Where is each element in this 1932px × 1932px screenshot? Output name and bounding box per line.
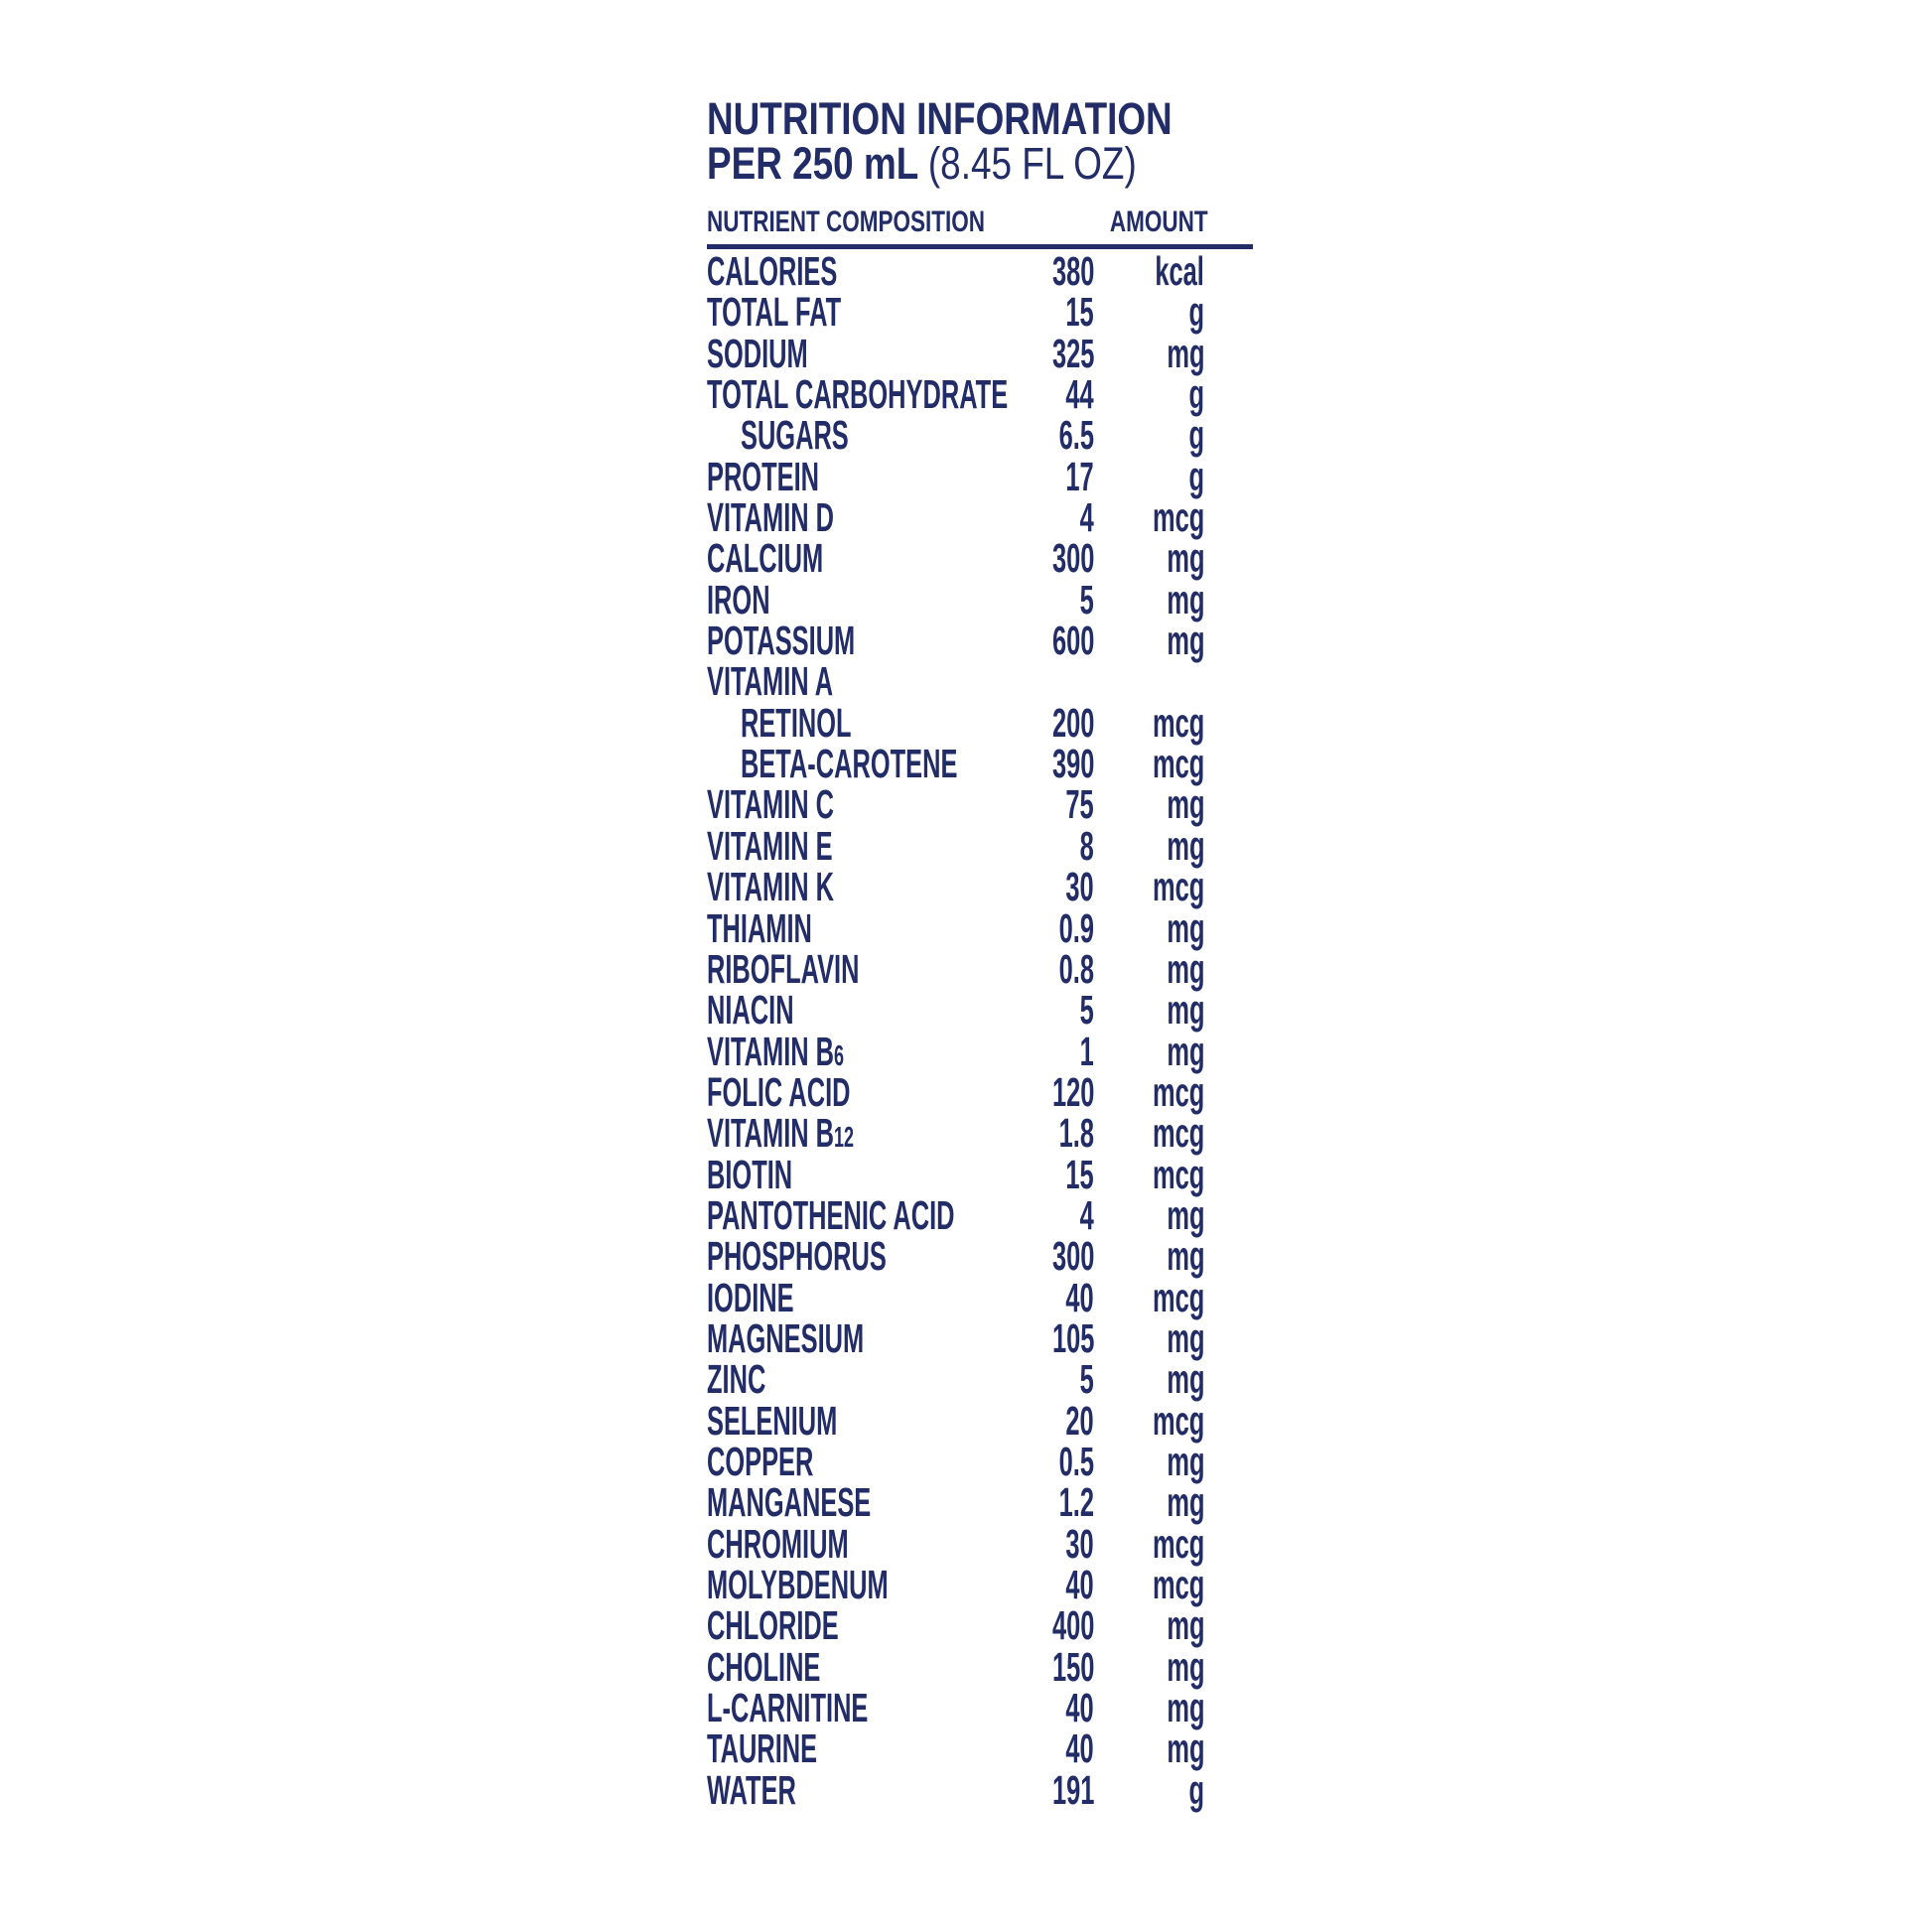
nutrient-name: PANTOTHENIC ACID: [707, 1191, 955, 1238]
nutrient-unit: mg: [1166, 1725, 1204, 1772]
table-row: [707, 1191, 1253, 1238]
nutrient-amount: 5: [1079, 987, 1094, 1034]
nutrient-name: CALCIUM: [707, 535, 824, 582]
nutrient-amount: 30: [1065, 1520, 1094, 1567]
nutrient-amount: 325: [1051, 330, 1094, 376]
table-row: [707, 1766, 1253, 1813]
nutrient-name: L-CARNITINE: [707, 1685, 869, 1731]
table-row: [707, 822, 1253, 869]
nutrient-amount: 300: [1051, 1233, 1094, 1280]
nutrient-unit: g: [1188, 453, 1204, 499]
table-row: [707, 1274, 1253, 1320]
nutrient-unit: mcg: [1152, 864, 1204, 910]
nutrient-unit: mg: [1166, 987, 1204, 1034]
nutrient-amount: 191: [1051, 1766, 1094, 1813]
nutrient-amount: 150: [1051, 1643, 1094, 1690]
table-row: [707, 576, 1253, 622]
nutrient-amount: 1.2: [1058, 1479, 1094, 1526]
table-row: [707, 658, 1253, 705]
nutrient-name: TOTAL CARBOHYDRATE: [707, 371, 1009, 418]
nutrient-unit: mcg: [1152, 1151, 1204, 1197]
nutrient-unit: g: [1188, 371, 1204, 418]
table-row: [707, 618, 1253, 664]
nutrient-name: VITAMIN B12: [707, 1110, 855, 1157]
table-row: [707, 987, 1253, 1034]
table-row: [707, 945, 1253, 992]
nutrient-unit: mcg: [1152, 1110, 1204, 1157]
table-row: [707, 1397, 1253, 1444]
serving-size-bold: PER 250 mL: [707, 138, 918, 189]
nutrient-amount: 0.8: [1058, 945, 1094, 992]
table-row: [707, 1438, 1253, 1484]
table-row: [707, 1725, 1253, 1772]
nutrient-unit: mg: [1166, 1479, 1204, 1526]
nutrient-amount: 8: [1079, 822, 1094, 869]
table-row: [707, 289, 1253, 336]
table-row: [707, 494, 1253, 541]
table-row: [707, 1356, 1253, 1403]
nutrient-unit: mcg: [1152, 1274, 1204, 1320]
nutrient-name: VITAMIN A: [707, 658, 834, 705]
nutrient-name: ZINC: [707, 1356, 766, 1403]
nutrient-unit: kcal: [1155, 248, 1204, 294]
column-header-nutrient: NUTRIENT COMPOSITION: [707, 206, 986, 238]
nutrient-name: RETINOL: [741, 699, 852, 746]
nutrient-amount: 1.8: [1058, 1110, 1094, 1157]
nutrient-name: PHOSPHORUS: [707, 1233, 887, 1280]
nutrient-name: MANGANESE: [707, 1479, 872, 1526]
nutrient-unit: mg: [1166, 576, 1204, 622]
nutrient-unit: mcg: [1152, 699, 1204, 746]
nutrient-amount: 44: [1065, 371, 1094, 418]
serving-size-regular: (8.45 FL OZ): [927, 138, 1137, 189]
nutrient-amount: 6.5: [1058, 412, 1094, 459]
nutrient-unit: mg: [1166, 1314, 1204, 1361]
nutrient-amount: 4: [1079, 1191, 1094, 1238]
nutrient-name: CHLORIDE: [707, 1602, 839, 1649]
nutrient-unit: mg: [1166, 822, 1204, 869]
table-header-row: [707, 207, 1253, 237]
column-header-amount: AMOUNT: [1110, 206, 1208, 238]
nutrient-amount: 5: [1079, 1356, 1094, 1403]
table-row: [707, 904, 1253, 951]
nutrient-unit: mcg: [1152, 1068, 1204, 1115]
table-row: [707, 248, 1253, 294]
nutrient-amount: 300: [1051, 535, 1094, 582]
table-row: [707, 781, 1253, 828]
nutrient-amount: 30: [1065, 864, 1094, 910]
table-row: [707, 864, 1253, 910]
table-row: [707, 330, 1253, 376]
table-row: [707, 741, 1253, 787]
nutrient-name: BIOTIN: [707, 1151, 793, 1197]
nutrient-unit: mg: [1166, 1233, 1204, 1280]
nutrient-unit: mg: [1166, 1028, 1204, 1074]
nutrient-name: FOLIC ACID: [707, 1068, 851, 1115]
nutrient-unit: g: [1188, 289, 1204, 336]
nutrient-amount: [955, 661, 1094, 702]
nutrient-name: NIACIN: [707, 987, 794, 1034]
nutrient-unit: mg: [1166, 1438, 1204, 1484]
nutrient-amount: 600: [1051, 618, 1094, 664]
serving-size-line: [707, 138, 1253, 189]
nutrient-name: TAURINE: [707, 1725, 818, 1772]
nutrition-title: [707, 93, 1253, 144]
table-row: [707, 535, 1253, 582]
nutrient-unit: mcg: [1152, 1397, 1204, 1444]
table-row: [707, 1068, 1253, 1115]
nutrient-name: THIAMIN: [707, 904, 812, 951]
nutrient-amount: 40: [1065, 1685, 1094, 1731]
table-row: [707, 371, 1253, 418]
nutrient-name: CALORIES: [707, 248, 838, 294]
nutrient-name: SELENIUM: [707, 1397, 838, 1444]
table-row: [707, 1151, 1253, 1197]
nutrient-name: VITAMIN D: [707, 494, 835, 541]
nutrient-name: CHOLINE: [707, 1643, 821, 1690]
table-row: [707, 1643, 1253, 1690]
nutrient-amount: 400: [1051, 1602, 1094, 1649]
table-row: [707, 1685, 1253, 1731]
nutrient-amount: 17: [1065, 453, 1094, 499]
table-row: [707, 1562, 1253, 1607]
nutrient-amount: 40: [1065, 1274, 1094, 1320]
nutrient-unit: mcg: [1152, 494, 1204, 541]
nutrient-unit: mg: [1166, 330, 1204, 376]
table-row: [707, 1520, 1253, 1567]
table-row: [707, 1479, 1253, 1526]
nutrient-name: VITAMIN C: [707, 781, 835, 828]
nutrient-name: SODIUM: [707, 330, 808, 376]
nutrient-unit: g: [1188, 412, 1204, 459]
nutrient-unit: mcg: [1152, 741, 1204, 787]
nutrient-name: VITAMIN K: [707, 864, 835, 910]
nutrient-amount: 380: [1051, 248, 1094, 294]
nutrient-name: TOTAL FAT: [707, 289, 842, 336]
table-row: [707, 453, 1253, 499]
table-row: [707, 699, 1253, 746]
nutrient-name: POTASSIUM: [707, 618, 856, 664]
nutrient-unit: mg: [1166, 781, 1204, 828]
nutrient-name-subscript: 6: [834, 1039, 845, 1072]
nutrient-name: IODINE: [707, 1274, 794, 1320]
nutrient-name: VITAMIN E: [707, 822, 833, 869]
nutrient-amount: 120: [1051, 1068, 1094, 1115]
nutrient-name: COPPER: [707, 1438, 814, 1484]
nutrient-unit: mg: [1166, 1191, 1204, 1238]
nutrient-name: MOLYBDENUM: [707, 1562, 889, 1607]
nutrition-table-body: [707, 248, 1253, 1813]
table-row: [707, 1110, 1253, 1157]
nutrient-name: CHROMIUM: [707, 1520, 849, 1567]
nutrient-unit: mg: [1166, 1643, 1204, 1690]
nutrient-amount: 40: [1065, 1562, 1094, 1607]
nutrient-name: SUGARS: [741, 412, 849, 459]
nutrient-name: WATER: [707, 1766, 796, 1813]
table-row: [707, 1314, 1253, 1361]
nutrient-amount: 4: [1079, 494, 1094, 541]
nutrient-amount: 15: [1065, 1151, 1094, 1197]
nutrient-unit: mg: [1166, 535, 1204, 582]
table-row: [707, 412, 1253, 459]
nutrient-amount: 390: [1051, 741, 1094, 787]
nutrient-name-subscript: 12: [834, 1122, 855, 1155]
nutrient-unit: g: [1188, 1766, 1204, 1813]
nutrient-amount: 105: [1051, 1314, 1094, 1361]
nutrient-unit: mg: [1166, 945, 1204, 992]
nutrient-name: RIBOFLAVIN: [707, 945, 860, 992]
table-row: [707, 1028, 1253, 1074]
nutrition-title-text: NUTRITION INFORMATION: [707, 93, 1173, 144]
nutrient-unit: mg: [1166, 1602, 1204, 1649]
nutrient-amount: 0.5: [1058, 1438, 1094, 1484]
nutrient-amount: 0.9: [1058, 904, 1094, 951]
nutrient-unit: mg: [1166, 618, 1204, 664]
nutrient-amount: 75: [1065, 781, 1094, 828]
nutrient-unit: mcg: [1152, 1562, 1204, 1607]
nutrient-name: BETA-CAROTENE: [741, 741, 958, 787]
nutrient-amount: 200: [1051, 699, 1094, 746]
table-row: [707, 1602, 1253, 1649]
nutrient-unit: mg: [1166, 904, 1204, 951]
nutrition-label: [707, 93, 1253, 1813]
nutrient-amount: 5: [1079, 576, 1094, 622]
nutrient-name: MAGNESIUM: [707, 1314, 865, 1361]
nutrient-unit: mg: [1166, 1685, 1204, 1731]
nutrient-amount: 20: [1065, 1397, 1094, 1444]
nutrient-amount: 40: [1065, 1725, 1094, 1772]
nutrient-name: PROTEIN: [707, 453, 819, 499]
table-row: [707, 1233, 1253, 1280]
nutrient-amount: 15: [1065, 289, 1094, 336]
nutrient-unit: mg: [1166, 1356, 1204, 1403]
nutrient-unit: mcg: [1152, 1520, 1204, 1567]
nutrient-amount: 1: [1079, 1028, 1094, 1074]
nutrient-name: VITAMIN B6: [707, 1028, 845, 1074]
nutrient-unit: [1094, 661, 1204, 702]
nutrient-name: IRON: [707, 576, 770, 622]
